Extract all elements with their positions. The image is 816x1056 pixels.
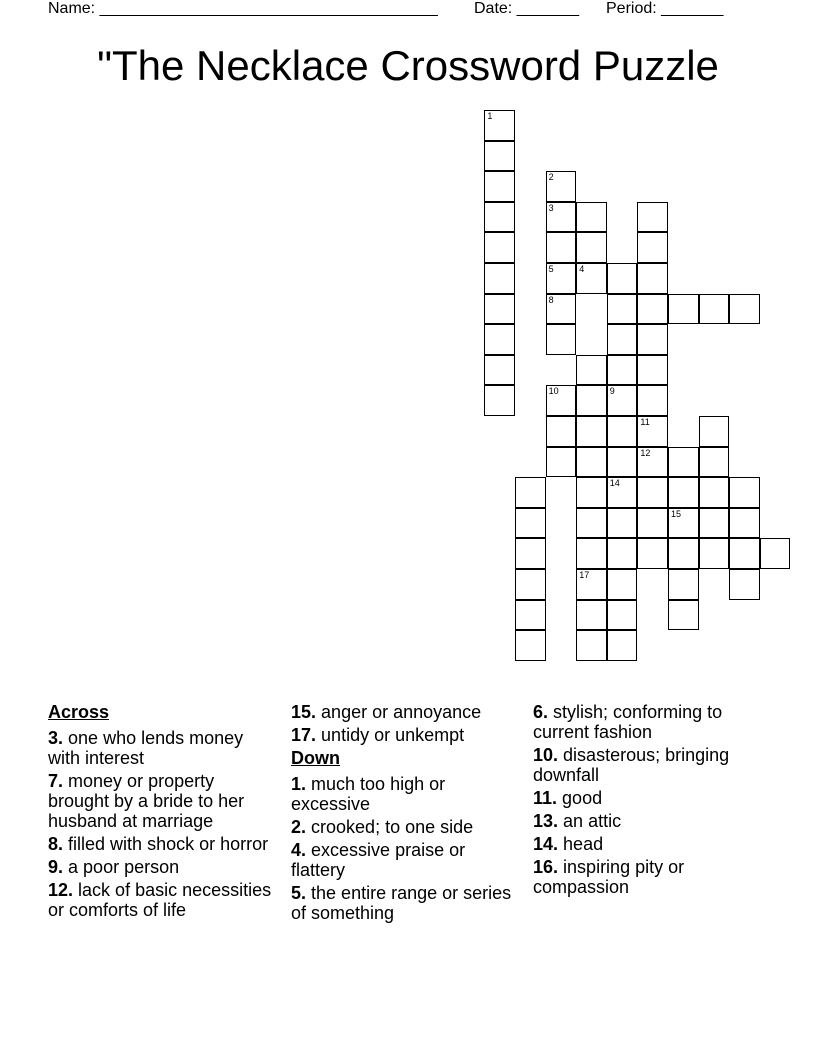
crossword-cell[interactable] bbox=[484, 294, 515, 325]
down-heading: Down bbox=[291, 748, 340, 768]
crossword-cell[interactable] bbox=[515, 508, 546, 539]
crossword-cell[interactable] bbox=[699, 508, 730, 539]
clue-down-16: 16. inspiring pity or compassion bbox=[533, 857, 685, 897]
crossword-cell[interactable] bbox=[607, 630, 638, 661]
crossword-cell[interactable] bbox=[576, 263, 607, 294]
crossword-cell[interactable] bbox=[546, 171, 577, 202]
crossword-cell[interactable] bbox=[637, 202, 668, 233]
clue-column-3 bbox=[533, 702, 765, 900]
crossword-cell[interactable] bbox=[484, 202, 515, 233]
crossword-cell[interactable] bbox=[729, 538, 760, 569]
crossword-cell[interactable] bbox=[576, 232, 607, 263]
crossword-cell[interactable] bbox=[637, 294, 668, 325]
crossword-cell[interactable] bbox=[484, 232, 515, 263]
crossword-cell[interactable] bbox=[637, 355, 668, 386]
clue-number: 1 bbox=[487, 111, 493, 121]
crossword-cell[interactable] bbox=[484, 355, 515, 386]
clue-number: 3 bbox=[548, 202, 554, 213]
crossword-cell[interactable] bbox=[607, 263, 638, 294]
crossword-cell[interactable] bbox=[546, 294, 577, 325]
crossword-cell[interactable] bbox=[576, 447, 607, 478]
crossword-cell[interactable] bbox=[729, 508, 760, 539]
clue-down-2: 2. crooked; to one side bbox=[291, 817, 474, 837]
page-title: "The Necklace Crossword Puzzle bbox=[97, 42, 719, 89]
crossword-cell[interactable] bbox=[515, 600, 546, 631]
crossword-cell[interactable] bbox=[729, 569, 760, 600]
clue-down-6: 6. stylish; conforming to current fashion bbox=[533, 702, 723, 742]
crossword-cell[interactable] bbox=[484, 141, 515, 172]
clue-down-5: 5. the entire range or series of something bbox=[291, 883, 512, 923]
crossword-cell[interactable] bbox=[637, 447, 668, 478]
crossword-cell[interactable] bbox=[637, 385, 668, 416]
clue-across-15: 15. anger or annoyance bbox=[291, 702, 482, 722]
crossword-cell[interactable] bbox=[546, 447, 577, 478]
crossword-cell[interactable] bbox=[576, 508, 607, 539]
crossword-cell[interactable] bbox=[699, 447, 730, 478]
clue-down-11: 11. good bbox=[533, 788, 603, 808]
crossword-cell[interactable] bbox=[515, 569, 546, 600]
crossword-cell[interactable] bbox=[729, 294, 760, 325]
crossword-cell[interactable] bbox=[576, 538, 607, 569]
clue-column-1 bbox=[48, 702, 280, 923]
clue-across-17: 17. untidy or unkempt bbox=[291, 725, 465, 745]
crossword-cell[interactable] bbox=[576, 569, 607, 600]
crossword-cell[interactable] bbox=[668, 447, 699, 478]
clue-number: 2 bbox=[548, 172, 554, 183]
crossword-cell[interactable] bbox=[607, 355, 638, 386]
crossword-cell[interactable] bbox=[607, 569, 638, 600]
crossword-cell[interactable] bbox=[576, 630, 607, 661]
clue-across-7: 7. money or property brought by a bride to her husband at marriage bbox=[48, 771, 245, 831]
clue-number: 9 bbox=[609, 386, 615, 397]
date-label[interactable]: Date: _______ bbox=[474, 0, 579, 17]
crossword-cell[interactable] bbox=[668, 569, 699, 600]
clue-number: 11 bbox=[640, 417, 650, 427]
clue-number: 8 bbox=[548, 294, 554, 305]
clue-number: 15 bbox=[671, 508, 682, 519]
crossword-cell[interactable] bbox=[607, 600, 638, 631]
period-label[interactable]: Period: _______ bbox=[606, 0, 724, 17]
crossword-cell[interactable] bbox=[637, 416, 668, 447]
across-heading: Across bbox=[48, 702, 110, 722]
crossword-cell[interactable] bbox=[576, 202, 607, 233]
crossword-cell[interactable] bbox=[729, 477, 760, 508]
crossword-cell[interactable] bbox=[637, 324, 668, 355]
clue-down-1: 1. much too high or excessive bbox=[291, 774, 446, 814]
clue-across-9: 9. a poor person bbox=[48, 857, 180, 877]
crossword-cell[interactable] bbox=[484, 324, 515, 355]
clue-number: 17 bbox=[579, 570, 590, 580]
crossword-cell[interactable] bbox=[668, 508, 699, 539]
clue-column-2 bbox=[291, 702, 523, 926]
clue-down-4: 4. excessive praise or flattery bbox=[291, 840, 466, 880]
crossword-cell[interactable] bbox=[699, 416, 730, 447]
crossword-cell[interactable] bbox=[607, 416, 638, 447]
crossword-cell[interactable] bbox=[699, 538, 730, 569]
crossword-cell[interactable] bbox=[637, 263, 668, 294]
crossword-cell[interactable] bbox=[637, 538, 668, 569]
crossword-cell[interactable] bbox=[546, 202, 577, 233]
crossword-cell[interactable] bbox=[546, 324, 577, 355]
crossword-cell[interactable] bbox=[576, 477, 607, 508]
crossword-cell[interactable] bbox=[699, 477, 730, 508]
clue-number: 4 bbox=[579, 264, 585, 274]
clue-down-10: 10. disasterous; bringing downfall bbox=[533, 745, 730, 785]
crossword-cell[interactable] bbox=[576, 416, 607, 447]
crossword-cell[interactable] bbox=[546, 232, 577, 263]
crossword-cell[interactable] bbox=[484, 385, 515, 416]
crossword-cell[interactable] bbox=[484, 110, 515, 141]
crossword-cell[interactable] bbox=[515, 477, 546, 508]
crossword-cell[interactable] bbox=[607, 538, 638, 569]
crossword-cell[interactable] bbox=[607, 294, 638, 325]
clue-number: 5 bbox=[548, 264, 554, 274]
crossword-cell[interactable] bbox=[760, 538, 791, 569]
crossword-cell[interactable] bbox=[515, 538, 546, 569]
crossword-cell[interactable] bbox=[668, 294, 699, 325]
crossword-cell[interactable] bbox=[515, 630, 546, 661]
crossword-cell[interactable] bbox=[637, 232, 668, 263]
crossword-cell[interactable] bbox=[668, 477, 699, 508]
crossword-cell[interactable] bbox=[607, 477, 638, 508]
crossword-cell[interactable] bbox=[607, 385, 638, 416]
crossword-cell[interactable] bbox=[637, 477, 668, 508]
clue-across-3: 3. one who lends money with interest bbox=[48, 728, 244, 768]
clue-number: 12 bbox=[640, 447, 651, 458]
crossword-cell[interactable] bbox=[668, 600, 699, 631]
crossword-cell[interactable] bbox=[546, 385, 577, 416]
crossword-cell[interactable] bbox=[607, 508, 638, 539]
clue-across-12: 12. lack of basic necessities or comforts of life bbox=[48, 880, 272, 920]
crossword-cell[interactable] bbox=[637, 508, 668, 539]
name-label[interactable]: Name: ______________________________________ bbox=[48, 0, 438, 17]
crossword-cell[interactable] bbox=[668, 538, 699, 569]
crossword-cell[interactable] bbox=[576, 600, 607, 631]
crossword-cell[interactable] bbox=[546, 416, 577, 447]
clue-number: 10 bbox=[548, 386, 559, 397]
clue-across-8: 8. filled with shock or horror bbox=[48, 834, 269, 854]
crossword-cell[interactable] bbox=[607, 447, 638, 478]
crossword-cell[interactable] bbox=[576, 385, 607, 416]
crossword-cell[interactable] bbox=[607, 324, 638, 355]
clue-number: 14 bbox=[609, 478, 620, 489]
crossword-cell[interactable] bbox=[546, 263, 577, 294]
crossword-cell[interactable] bbox=[699, 294, 730, 325]
crossword-cell[interactable] bbox=[484, 171, 515, 202]
clue-down-13: 13. an attic bbox=[533, 811, 622, 831]
crossword-cell[interactable] bbox=[576, 355, 607, 386]
crossword-cell[interactable] bbox=[484, 263, 515, 294]
clue-down-14: 14. head bbox=[533, 834, 604, 854]
